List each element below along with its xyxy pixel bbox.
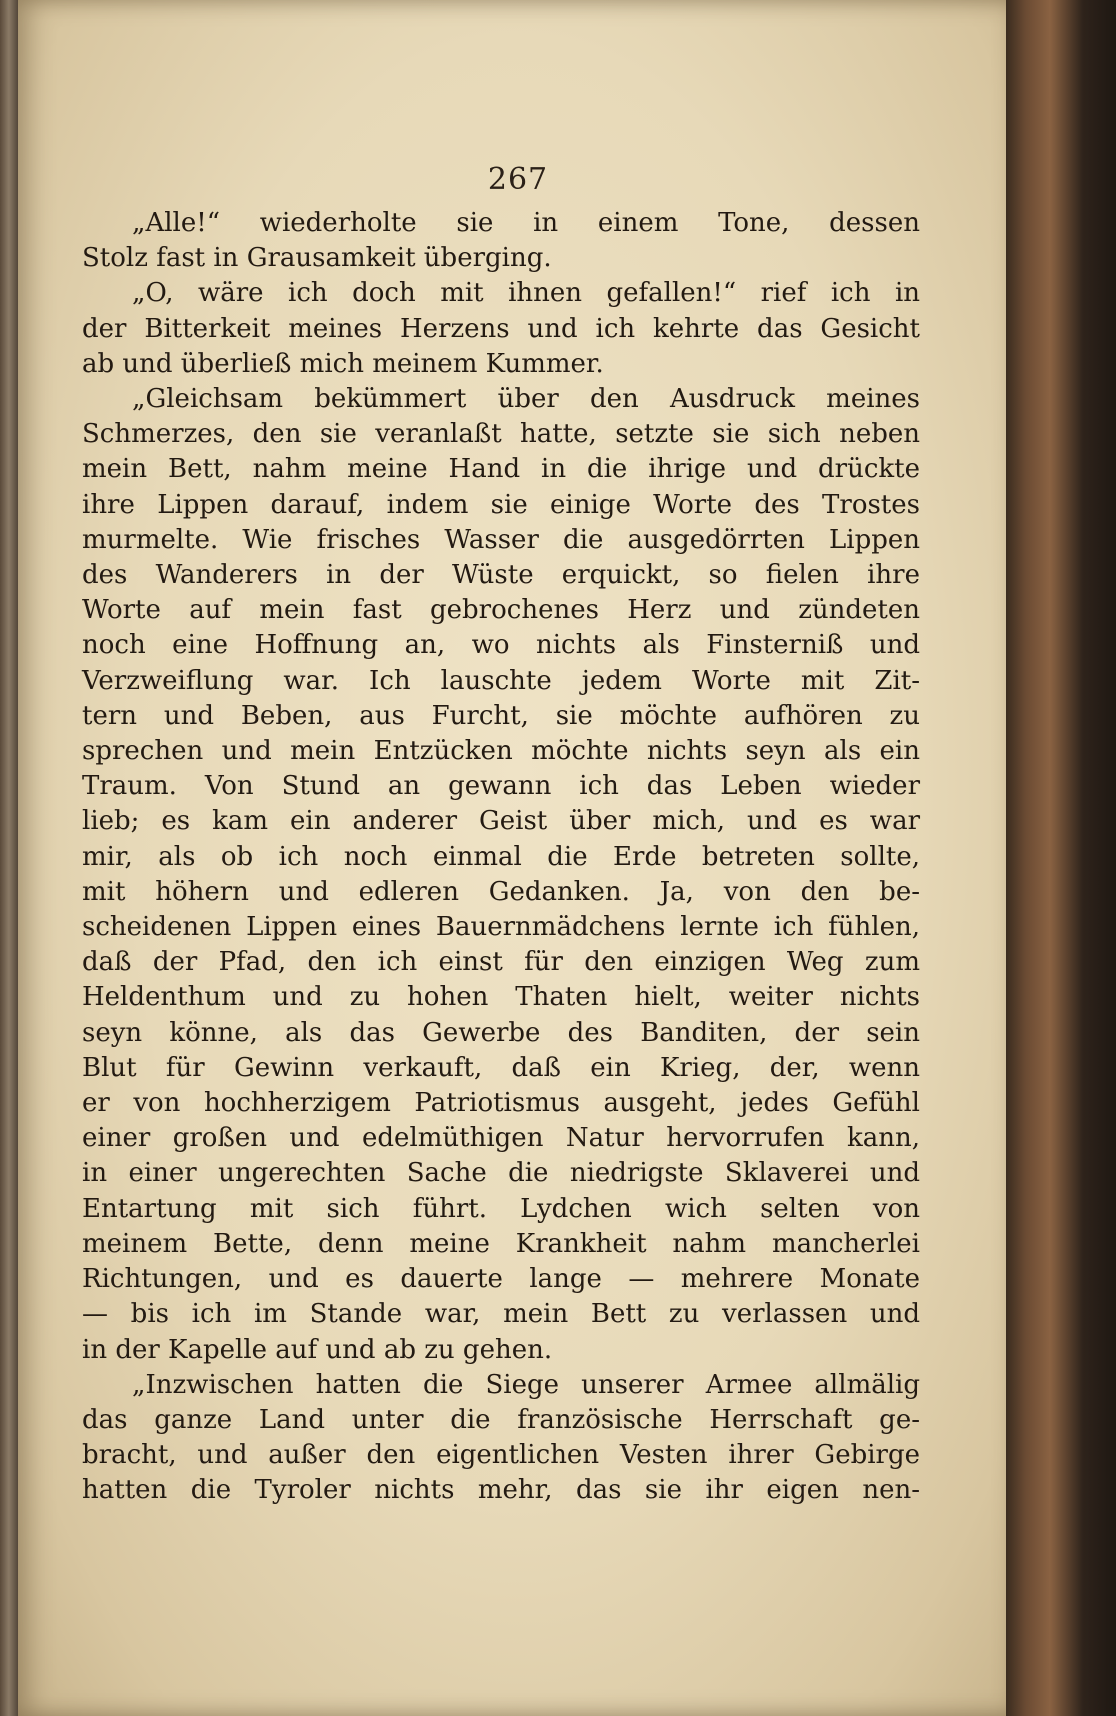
text-line: des Wanderers in der Wüste erquickt, so fielen ihre (82, 560, 920, 591)
text-line: mein Bett, nahm meine Hand in die ihrige und drückte (82, 454, 920, 485)
text-line: er von hochherzigem Patriotismus ausgeht, jedes Gefühl (82, 1088, 920, 1119)
text-line: mit höhern und edleren Gedanken. Ja, von den be- (82, 876, 920, 907)
book-page (18, 0, 1018, 1716)
text-line: tern und Beben, aus Furcht, sie möchte aufhören zu (82, 700, 920, 731)
text-line: Heldenthum und zu hohen Thaten hielt, weiter nichts (82, 982, 920, 1013)
text-line: ab und überließ mich meinem Kummer. (82, 348, 604, 379)
text-line: Blut für Gewinn verkauft, daß ein Krieg, der, wenn (82, 1052, 920, 1083)
text-line: in einer ungerechten Sache die niedrigste Sklaverei und (82, 1158, 920, 1189)
text-line: murmelte. Wie frisches Wasser die ausgedörrten Lippen (82, 524, 920, 555)
text-line: „O, wäre ich doch mit ihnen gefallen!“ rief ich in (132, 278, 920, 309)
text-line: bracht, und außer den eigentlichen Vesten ihrer Gebirge (82, 1440, 920, 1471)
text-line: noch eine Hoffnung an, wo nichts als Finsterniß und (82, 630, 920, 661)
text-line: lieb; es kam ein anderer Geist über mich, und es war (82, 806, 920, 837)
text-line: — bis ich im Stande war, mein Bett zu verlassen und (82, 1299, 920, 1330)
text-line: Richtungen, und es dauerte lange — mehrere Monate (82, 1264, 920, 1295)
right-binding-board (1006, 0, 1116, 1716)
page-number: 267 (487, 162, 549, 197)
text-line: meinem Bette, denn meine Krankheit nahm mancherlei (82, 1228, 920, 1259)
text-line: „Gleichsam bekümmert über den Ausdruck meines (132, 384, 920, 415)
text-line: hatten die Tyroler nichts mehr, das sie ihr eigen nen- (82, 1475, 920, 1506)
text-line: der Bitterkeit meines Herzens und ich kehrte das Gesicht (82, 313, 920, 344)
text-line: einer großen und edelmüthigen Natur hervorrufen kann, (82, 1123, 920, 1154)
text-line: das ganze Land unter die französische Herrschaft ge- (82, 1404, 920, 1435)
text-line: „Alle!“ wiederholte sie in einem Tone, dessen (132, 208, 920, 238)
text-line: „Inzwischen hatten die Siege unserer Armee allmälig (132, 1369, 920, 1400)
body-text (82, 206, 920, 1509)
text-line: Stolz fast in Grausamkeit überging. (82, 243, 552, 274)
text-line: sprechen und mein Entzücken möchte nichts seyn als ein (82, 736, 920, 767)
text-line: Traum. Von Stund an gewann ich das Leben wieder (82, 771, 920, 802)
text-line: Worte auf mein fast gebrochenes Herz und zündeten (82, 595, 920, 626)
text-line: Entartung mit sich führt. Lydchen wich selten von (82, 1193, 920, 1224)
text-line: in der Kapelle auf und ab zu gehen. (82, 1334, 553, 1365)
text-line: seyn könne, als das Gewerbe des Banditen, der sein (82, 1017, 920, 1048)
text-line: Schmerzes, den sie veranlaßt hatte, setzte sie sich neben (82, 419, 920, 450)
text-line: ihre Lippen darauf, indem sie einige Worte des Trostes (82, 489, 920, 520)
text-line: mir, als ob ich noch einmal die Erde betreten sollte, (82, 841, 920, 872)
text-line: scheidenen Lippen eines Bauernmädchens lernte ich fühlen, (82, 912, 920, 943)
text-line: daß der Pfad, den ich einst für den einzigen Weg zum (82, 947, 920, 978)
text-line: Verzweiflung war. Ich lauschte jedem Worte mit Zit- (82, 665, 920, 696)
